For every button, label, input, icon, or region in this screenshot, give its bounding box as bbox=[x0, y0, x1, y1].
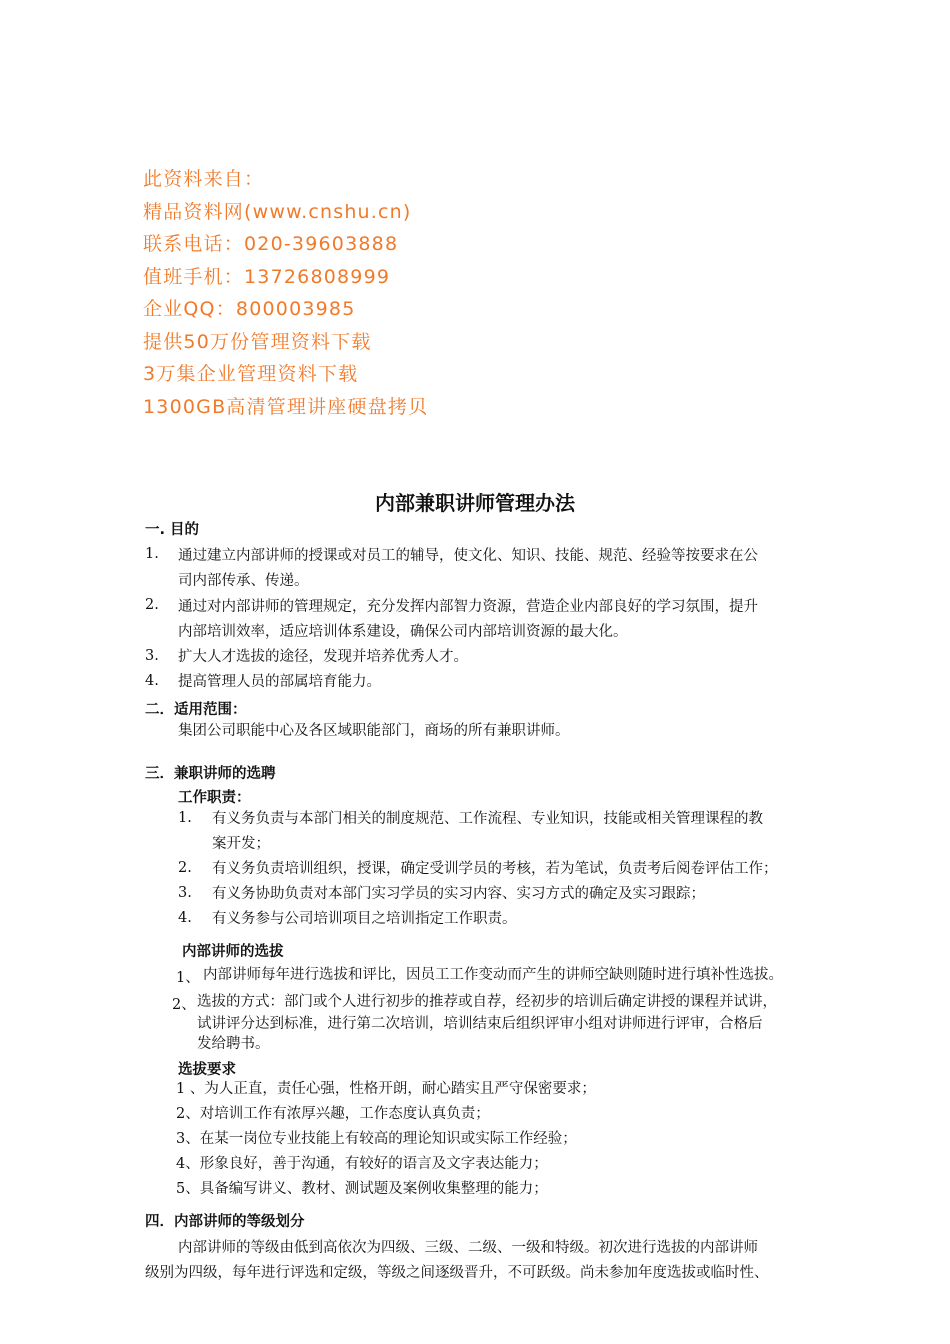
section-heading-scope: 二．适用范围： bbox=[145, 702, 247, 718]
item-text: 案开发； bbox=[212, 836, 270, 852]
item-text: 有义务负责与本部门相关的制度规范、工作流程、专业知识，技能或相关管理课程的教 bbox=[212, 811, 763, 827]
document-title: 内部兼职讲师管理办法 bbox=[375, 491, 575, 515]
item-text: 选拔的方式：部门或个人进行初步的推荐或自荐，经初步的培训后确定讲授的课程并试讲， bbox=[197, 994, 777, 1010]
item-number: 1. bbox=[145, 546, 159, 562]
item-text: 司内部传承、传递。 bbox=[178, 573, 309, 589]
item-text: 通过对内部讲师的管理规定，充分发挥内部智力资源，营造企业内部良好的学习氛围，提升 bbox=[178, 599, 758, 615]
promo-line: 3万集企业管理资料下载 bbox=[143, 363, 359, 385]
requirement-item: 3、在某一岗位专业技能上有较高的理论知识或实际工作经验； bbox=[176, 1131, 577, 1147]
paragraph-line: 内部讲师的等级由低到高依次为四级、三级、二级、一级和特级。初次进行选拔的内部讲师 bbox=[178, 1240, 758, 1256]
requirement-item: 4、形象良好，善于沟通，有较好的语言及文字表达能力； bbox=[176, 1156, 548, 1172]
promo-line: 提供50万份管理资料下载 bbox=[143, 330, 372, 353]
promo-line: 联系电话：020-39603888 bbox=[143, 233, 399, 255]
item-number: 3. bbox=[145, 648, 159, 664]
requirement-item: 1 、为人正直，责任心强，性格开朗，耐心踏实且严守保密要求； bbox=[176, 1081, 596, 1097]
item-text: 内部培训效率，适应培训体系建设，确保公司内部培训资源的最大化。 bbox=[178, 624, 628, 640]
item-number: 4. bbox=[145, 673, 159, 689]
item-text: 扩大人才选拔的途径，发现并培养优秀人才。 bbox=[178, 649, 468, 665]
promo-line: 1300GB高清管理讲座硬盘拷贝 bbox=[143, 395, 429, 418]
item-number: 4. bbox=[178, 910, 192, 926]
item-number: 1. bbox=[178, 810, 192, 826]
subheading-requirements: 选拔要求 bbox=[178, 1062, 236, 1078]
item-text: 发给聘书。 bbox=[197, 1036, 270, 1052]
item-text: 提高管理人员的部属培育能力。 bbox=[178, 674, 381, 690]
promo-line: 值班手机：13726808999 bbox=[143, 265, 391, 288]
scope-text: 集团公司职能中心及各区域职能部门，商场的所有兼职讲师。 bbox=[178, 723, 570, 739]
section-heading-levels: 四．内部讲师的等级划分 bbox=[145, 1214, 305, 1230]
section-heading-selection: 三．兼职讲师的选聘 bbox=[145, 766, 276, 782]
item-number: 2、 bbox=[172, 997, 196, 1013]
requirement-item: 2、对培训工作有浓厚兴趣，工作态度认真负责； bbox=[176, 1106, 490, 1122]
requirement-item: 5、具备编写讲义、教材、测试题及案例收集整理的能力； bbox=[176, 1181, 548, 1197]
item-text: 内部讲师每年进行选拔和评比，因员工工作变动而产生的讲师空缺则随时进行填补性选拔。 bbox=[203, 967, 783, 983]
section-heading-purpose: 一. 目的 bbox=[145, 522, 200, 538]
subheading-selection: 内部讲师的选拔 bbox=[182, 944, 284, 960]
promo-line: 企业QQ：800003985 bbox=[143, 298, 356, 320]
subheading-duties: 工作职责： bbox=[178, 790, 251, 806]
item-number: 3. bbox=[178, 885, 192, 901]
promo-line: 此资料来自： bbox=[143, 168, 265, 190]
promo-line: 精品资料网(www.cnshu.cn) bbox=[143, 200, 412, 223]
paragraph-line: 级别为四级，每年进行评选和定级，等级之间逐级晋升，不可跃级。尚未参加年度选拔或临时性、 bbox=[145, 1265, 769, 1281]
item-text: 有义务协助负责对本部门实习学员的实习内容、实习方式的确定及实习跟踪； bbox=[212, 886, 705, 902]
item-text: 试讲评分达到标准，进行第二次培训，培训结束后组织评审小组对讲师进行评审，合格后 bbox=[197, 1016, 763, 1032]
item-number: 2. bbox=[145, 597, 159, 613]
item-number: 1、 bbox=[176, 970, 200, 986]
item-text: 有义务负责培训组织，授课，确定受训学员的考核，若为笔试，负责考后阅卷评估工作； bbox=[212, 861, 778, 877]
item-text: 有义务参与公司培训项目之培训指定工作职责。 bbox=[212, 911, 517, 927]
item-text: 通过建立内部讲师的授课或对员工的辅导，使文化、知识、技能、规范、经验等按要求在公 bbox=[178, 548, 758, 564]
item-number: 2. bbox=[178, 860, 192, 876]
promo-block bbox=[143, 163, 428, 423]
